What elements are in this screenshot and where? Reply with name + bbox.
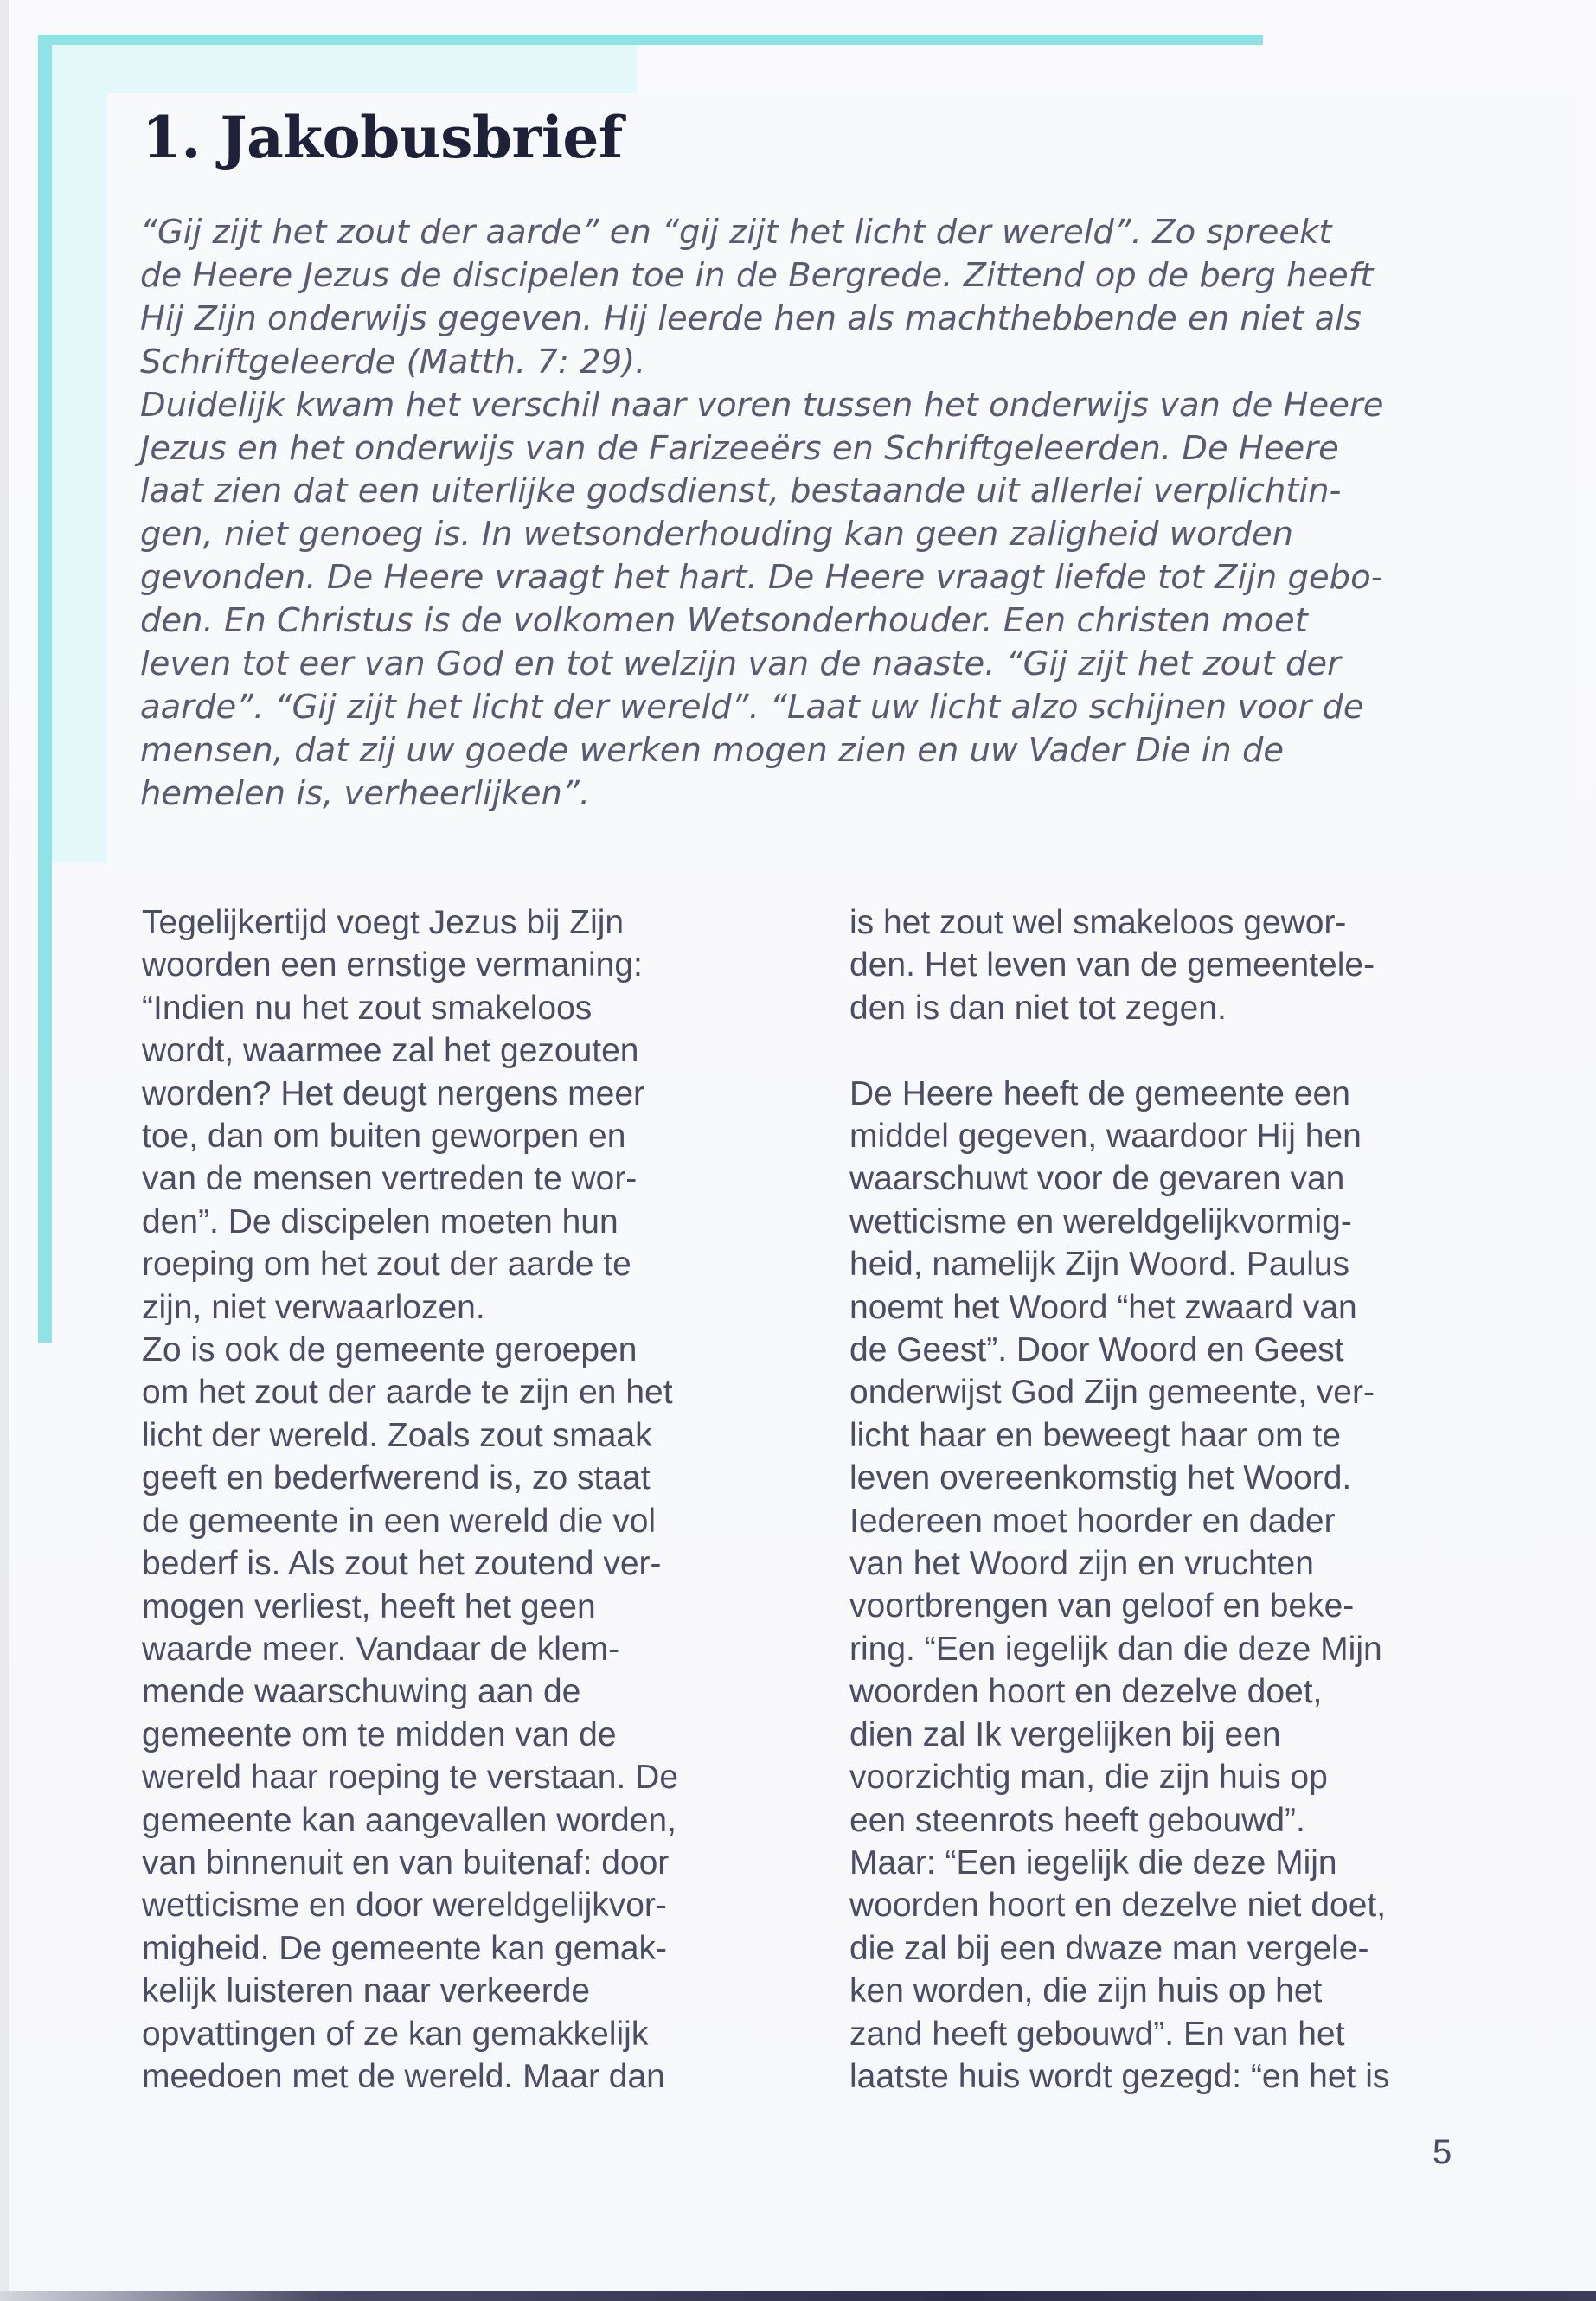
intro-paragraph xyxy=(140,211,1490,816)
decorative-frame-top xyxy=(38,35,1263,45)
intro-line: “Gij zijt het zout der aarde” en “gij zijt het licht der wereld”. Zo spreekt xyxy=(140,213,1332,252)
body-column-right xyxy=(849,901,1490,2098)
body-line: Zo is ook de gemeente geroepen xyxy=(142,1331,638,1369)
body-line: woorden hoort en dezelve niet doet, xyxy=(849,1887,1387,1925)
body-line: kelijk luisteren naar verkeerde xyxy=(142,1972,591,2010)
intro-line: Duidelijk kwam het verschil naar voren tussen het onderwijs van de Heere xyxy=(140,385,1384,425)
body-line: voorzichtig man, die zijn huis op xyxy=(849,1759,1328,1797)
decorative-frame-left xyxy=(38,35,52,1343)
intro-line: den. En Christus is de volkomen Wetsonderhouder. Een christen moet xyxy=(140,601,1308,641)
intro-line: mensen, dat zij uw goede werken mogen zien en uw Vader Die in de xyxy=(140,730,1285,770)
body-line: mende waarschuwing aan de xyxy=(142,1673,581,1711)
body-line: licht der wereld. Zoals zout smaak xyxy=(142,1416,652,1454)
body-line: wereld haar roeping te verstaan. De xyxy=(142,1759,679,1797)
body-line: wordt, waarmee zal het gezouten xyxy=(142,1032,639,1070)
paragraph-gap xyxy=(849,1029,1490,1072)
intro-line: gevonden. De Heere vraagt het hart. De Heere vraagt liefde tot Zijn gebo- xyxy=(140,558,1383,598)
intro-line: de Heere Jezus de discipelen toe in de Bergrede. Zittend op de berg heeft xyxy=(140,255,1374,295)
body-line: van het Woord zijn en vruchten xyxy=(849,1545,1314,1583)
intro-line: gen, niet genoeg is. In wetsonderhouding kan geen zaligheid worden xyxy=(140,515,1294,554)
body-line: ring. “Een iegelijk dan die deze Mijn xyxy=(849,1630,1382,1668)
intro-line: Jezus en het onderwijs van de Farizeeërs en Schriftgeleerden. De Heere xyxy=(140,428,1339,468)
page-bottom-edge xyxy=(0,2291,1596,2301)
body-line: Tegelijkertijd voegt Jezus bij Zijn xyxy=(142,904,625,941)
body-line: meedoen met de wereld. Maar dan xyxy=(142,2057,665,2095)
page-number: 5 xyxy=(1433,2133,1452,2171)
body-line: heid, namelijk Zijn Woord. Paulus xyxy=(849,1246,1350,1284)
body-line: licht haar en beweegt haar om te xyxy=(849,1416,1342,1454)
intro-line: hemelen is, verheerlijken”. xyxy=(140,773,591,813)
body-line: wetticisme en door wereldgelijkvor- xyxy=(142,1887,667,1925)
body-line: woorden hoort en dezelve doet, xyxy=(849,1673,1323,1711)
body-line: bederf is. Als zout het zoutend ver- xyxy=(142,1545,662,1583)
intro-line: Schriftgeleerde (Matth. 7: 29). xyxy=(140,342,646,381)
body-line: van de mensen vertreden te wor- xyxy=(142,1160,638,1198)
body-line: Maar: “Een iegelijk die deze Mijn xyxy=(849,1843,1337,1881)
body-line: wetticisme en wereldgelijkvormig- xyxy=(849,1202,1352,1240)
body-line: toe, dan om buiten geworpen en xyxy=(142,1118,626,1156)
body-line: geeft en bederfwerend is, zo staat xyxy=(142,1459,651,1497)
body-line: “Indien nu het zout smakeloos xyxy=(142,989,593,1027)
body-line: zand heeft gebouwd”. En van het xyxy=(849,2015,1345,2053)
body-line: migheid. De gemeente kan gemak- xyxy=(142,1929,667,1967)
page-left-edge xyxy=(0,0,9,2301)
body-line: den. Het leven van de gemeentele- xyxy=(849,946,1375,984)
chapter-title: 1. Jakobusbrief xyxy=(142,104,623,171)
body-line: dien zal Ik vergelijken bij een xyxy=(849,1715,1281,1753)
body-line: is het zout wel smakeloos gewor- xyxy=(849,904,1347,941)
intro-line: leven tot eer van God en tot welzijn van de naaste. “Gij zijt het zout der xyxy=(140,644,1341,684)
body-line: laatste huis wordt gezegd: “en het is xyxy=(849,2057,1390,2095)
body-column-left xyxy=(142,901,782,2098)
body-line: opvattingen of ze kan gemakkelijk xyxy=(142,2015,649,2053)
body-line: ken worden, die zijn huis op het xyxy=(849,1972,1323,2010)
body-line: De Heere heeft de gemeente een xyxy=(849,1074,1350,1112)
body-line: woorden een ernstige vermaning: xyxy=(142,946,643,984)
body-line: een steenrots heeft gebouwd”. xyxy=(849,1801,1305,1839)
body-line: noemt het Woord “het zwaard van xyxy=(849,1288,1357,1326)
body-line: gemeente kan aangevallen worden, xyxy=(142,1801,676,1839)
body-line: de gemeente in een wereld die vol xyxy=(142,1502,657,1540)
body-line: worden? Het deugt nergens meer xyxy=(142,1074,645,1112)
body-line: gemeente om te midden van de xyxy=(142,1715,617,1753)
body-line: leven overeenkomstig het Woord. xyxy=(849,1459,1352,1497)
body-line: de Geest”. Door Woord en Geest xyxy=(849,1331,1344,1369)
body-line: zijn, niet verwaarlozen. xyxy=(142,1288,485,1326)
body-line: mogen verliest, heeft het geen xyxy=(142,1587,596,1625)
intro-line: aarde”. “Gij zijt het licht der wereld”. “Laat uw licht alzo schijnen voor de xyxy=(140,687,1364,727)
body-line: roeping om het zout der aarde te xyxy=(142,1246,631,1284)
body-line: van binnenuit en van buitenaf: door xyxy=(142,1843,670,1881)
body-line: Iedereen moet hoorder en dader xyxy=(849,1502,1336,1540)
body-line: voortbrengen van geloof en beke- xyxy=(849,1587,1355,1625)
body-line: waarde meer. Vandaar de klem- xyxy=(142,1630,620,1668)
intro-line: laat zien dat een uiterlijke godsdienst, bestaande uit allerlei verplichtin- xyxy=(140,471,1342,511)
body-line: onderwijst God Zijn gemeente, ver- xyxy=(849,1374,1375,1412)
body-line: die zal bij een dwaze man vergele- xyxy=(849,1929,1369,1967)
body-line: den”. De discipelen moeten hun xyxy=(142,1202,619,1240)
body-line: den is dan niet tot zegen. xyxy=(849,989,1227,1027)
body-line: waarschuwt voor de gevaren van xyxy=(849,1160,1345,1198)
body-line: middel gegeven, waardoor Hij hen xyxy=(849,1118,1362,1156)
body-line: om het zout der aarde te zijn en het xyxy=(142,1374,673,1412)
intro-line: Hij Zijn onderwijs gegeven. Hij leerde hen als machthebbende en niet als xyxy=(140,298,1362,338)
